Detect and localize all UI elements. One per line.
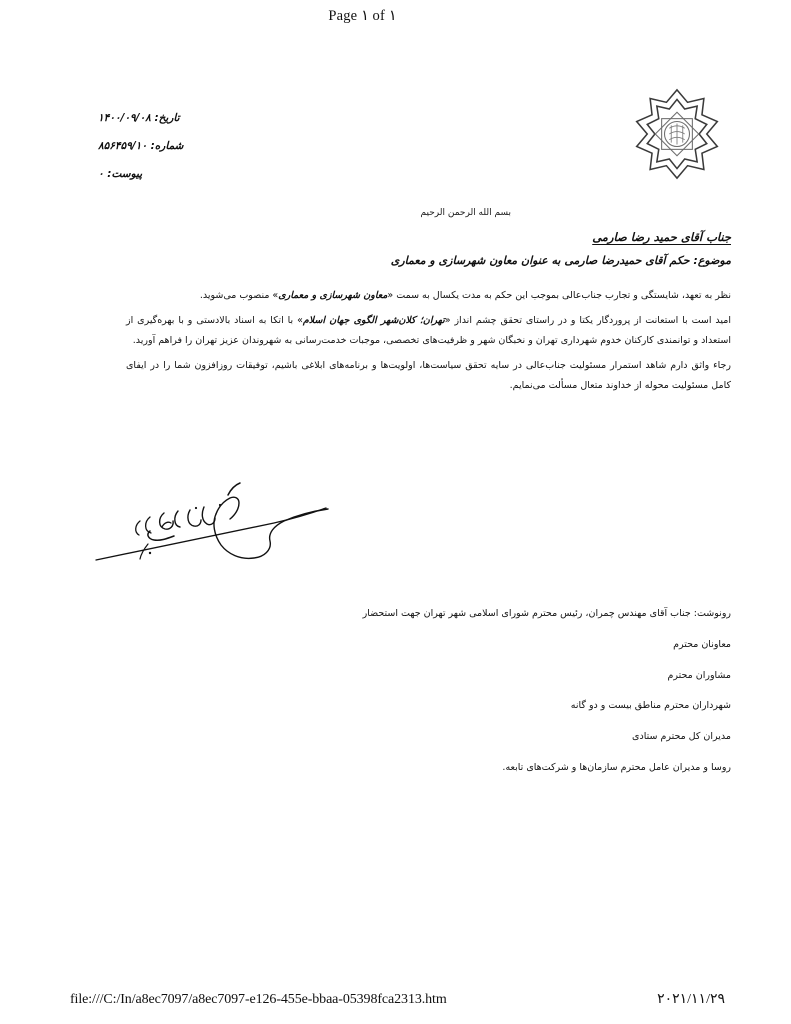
letter-number-label: شماره: <box>150 140 184 152</box>
salutation-line: جناب آقای حمید رضا صارمی <box>592 230 731 244</box>
print-page-header: Page ۱ of ۱ <box>328 8 397 24</box>
cc-list-item: روسا و مدیران عامل محترم سازمان‌ها و شرکت‌های تابعه. <box>502 762 731 774</box>
cc-list-item: مدیران کل محترم ستادی <box>632 731 731 743</box>
subject-line: موضوع: حکم آقای حمیدرضا صارمی به عنوان معاون شهرسازی و معماری <box>390 254 731 267</box>
paragraph-text-after: » منصوب می‌شوید. <box>199 290 279 301</box>
letter-number-value: ۸۵۶۴۵۹/۱۰ <box>98 140 147 152</box>
letter-attachment-label: پیوست: <box>107 168 143 180</box>
basmala-text: بسم الله الرحمن الرحیم <box>420 208 511 218</box>
paragraph-text-before: رجاء واثق دارم شاهد استمرار مسئولیت جناب‌عالی در سایه تحقق سیاست‌ها، اولویت‌ها و برنامه‌های ابلاغی باشیم، توفیقات روزافزون شما را در ایفای کامل مسئولیت محوله از خداوند متعال مسألت می‌نمایم. <box>126 360 731 391</box>
letter-attachment-row <box>98 168 183 180</box>
letter-date-row <box>98 112 183 124</box>
paragraph-emphasis: معاون شهرسازی و معماری <box>278 290 388 301</box>
cc-list-item: معاونان محترم <box>673 638 731 650</box>
letter-date-label: تاریخ: <box>154 112 180 124</box>
body-paragraph <box>126 286 731 305</box>
letter-number-row <box>98 140 183 152</box>
letter-content <box>60 70 731 950</box>
letterhead-meta <box>98 112 183 196</box>
paragraph-text-after: » با اتکا به اسناد بالادستی و با بهره‌گیری از استعداد و توانمندی کارکنان خدوم شهرداری تهران و نخبگان شهر و ظرفیت‌های تخصصی، موجبات خدمت‌رسانی به شهروندان عزیز تهران را فراهم آورید. <box>126 315 731 346</box>
body-paragraph <box>126 311 731 350</box>
cc-list-item: رونوشت: جناب آقای مهندس چمران، رئیس محترم شورای اسلامی شهر تهران جهت استحضار <box>362 608 731 619</box>
paragraph-text-before: امید است با استعانت از پروردگار یکتا و در راستای تحقق چشم انداز « <box>444 315 731 327</box>
handwritten-signature-icon <box>78 465 368 585</box>
paragraph-emphasis: تهران؛ کلان‌شهر الگوی جهان اسلام <box>302 315 445 327</box>
letter-body <box>126 286 731 401</box>
body-paragraph <box>126 356 731 395</box>
tehran-municipality-star-emblem-icon <box>629 86 725 182</box>
carbon-copy-list <box>116 608 731 775</box>
paragraph-text-before: نظر به تعهد، شایستگی و تجارب جناب‌عالی بموجب این حکم به مدت یکسال به سمت « <box>387 290 731 301</box>
cc-list-item: مشاوران محترم <box>667 669 731 681</box>
letter-attachment-value: ۰ <box>98 168 104 180</box>
letter-date-value: ۱۴۰۰/۰۹/۰۸ <box>98 112 151 124</box>
print-page-footer <box>0 991 791 1008</box>
footer-file-url: file:///C:/In/a8ec7097/a8ec7097-e126-455e-bbaa-05398fca2313.htm <box>70 992 447 1007</box>
footer-print-date: ۲۰۲۱/۱۱/۲۹ <box>657 992 725 1007</box>
cc-list-item: شهرداران محترم مناطق بیست و دو گانه <box>570 700 731 712</box>
